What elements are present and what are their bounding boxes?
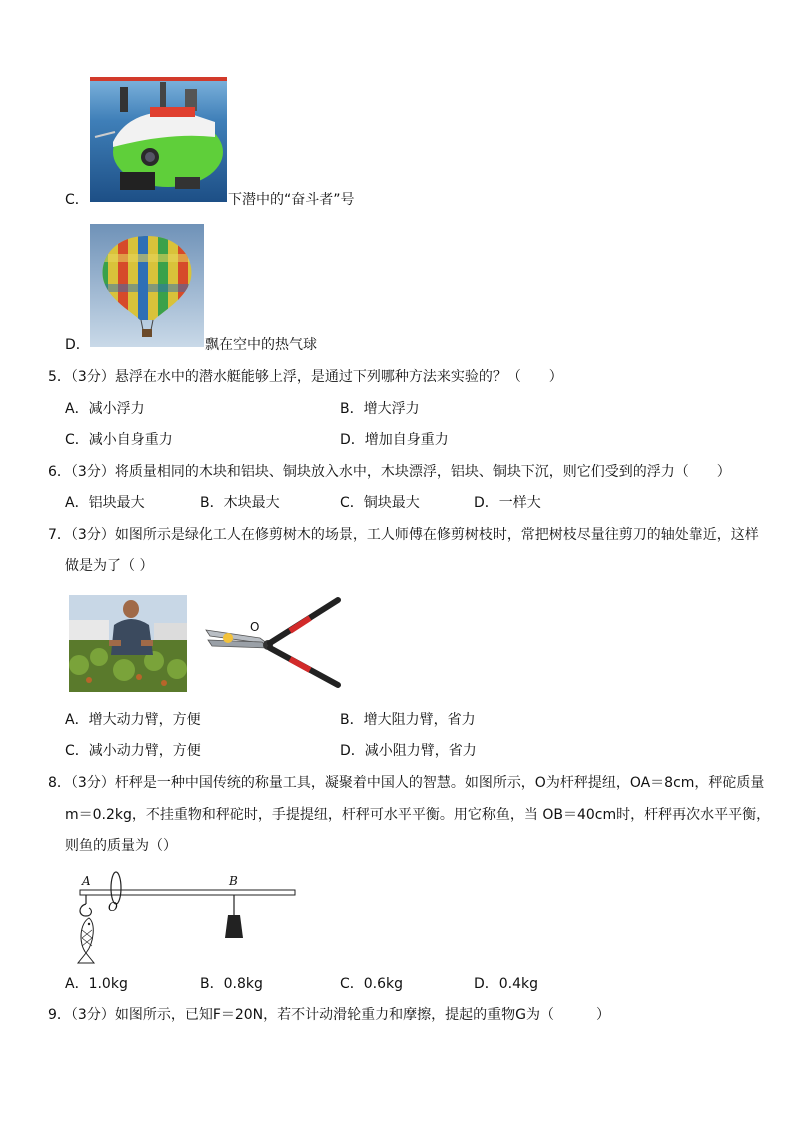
q9-stem: 9．（3分）如图所示，已知F＝20N，若不计动滑轮重力和摩擦，提起的重物G为（ ）: [48, 1007, 611, 1023]
q4-option-d-letter: D．: [65, 337, 90, 353]
steelyard-label-b: B: [229, 874, 238, 888]
q5-option-b[interactable]: B．增大浮力: [340, 401, 420, 417]
q7-stem-line1: 7．（3分）如图所示是绿化工人在修剪树木的场景，工人师傅在修剪树枝时，常把树枝尽量往剪刀的轴处靠近，这样: [48, 527, 759, 543]
q8-option-c[interactable]: C．0.6kg: [340, 976, 404, 992]
steelyard-label-o: O: [108, 900, 118, 914]
q8-option-b[interactable]: B．0.8kg: [200, 976, 263, 992]
q8-stem-line3: 则鱼的质量为（）: [65, 838, 177, 854]
hot-air-balloon-photo: [90, 224, 204, 347]
submarine-photo: [90, 77, 227, 202]
q8-stem-line1: 8．（3分）杆秤是一种中国传统的称量工具，凝聚着中国人的智慧。如图所示，O为杆秤提纽，OA＝8cm，秤砣质量: [48, 775, 765, 791]
q4-option-c-letter: C．: [65, 192, 89, 208]
q5-option-c[interactable]: C．减小自身重力: [65, 432, 173, 448]
shears-diagram: [200, 590, 345, 695]
q7-option-a[interactable]: A．增大动力臂，方便: [65, 712, 201, 728]
q4-option-d-caption: 飘在空中的热气球: [205, 337, 317, 353]
q8-option-d[interactable]: D．0.4kg: [474, 976, 539, 992]
shears-pivot-label: O: [250, 620, 260, 634]
steelyard-diagram: [72, 868, 302, 968]
q6-option-d[interactable]: D．一样大: [474, 495, 541, 511]
q6-stem: 6．（3分）将质量相同的木块和铝块、铜块放入水中，木块漂浮，铝块、铜块下沉，则它们受到的浮力（ ）: [48, 464, 731, 480]
q4-option-c-caption: 下潜中的“奋斗者”号: [228, 192, 355, 208]
q7-option-b[interactable]: B．增大阻力臂，省力: [340, 712, 476, 728]
steelyard-label-a: A: [82, 874, 91, 888]
q7-option-c[interactable]: C．减小动力臂，方便: [65, 743, 201, 759]
q7-option-d[interactable]: D．减小阻力臂，省力: [340, 743, 477, 759]
q5-option-d[interactable]: D．增加自身重力: [340, 432, 449, 448]
q8-option-a[interactable]: A．1.0kg: [65, 976, 128, 992]
q7-stem-line2: 做是为了（ ）: [65, 558, 154, 574]
q5-stem: 5．（3分）悬浮在水中的潜水艇能够上浮，是通过下列哪种方法来实验的？（ ）: [48, 369, 563, 385]
q8-stem-line2: m＝0.2kg，不挂重物和秤砣时，手提提纽，杆秤可水平平衡。用它称鱼，当 OB＝40cm时，杆秤再次水平平衡，: [65, 807, 771, 823]
gardener-photo: [69, 595, 187, 692]
q6-option-b[interactable]: B．木块最大: [200, 495, 280, 511]
q6-option-a[interactable]: A．铝块最大: [65, 495, 145, 511]
q6-option-c[interactable]: C．铜块最大: [340, 495, 420, 511]
q5-option-a[interactable]: A．减小浮力: [65, 401, 145, 417]
